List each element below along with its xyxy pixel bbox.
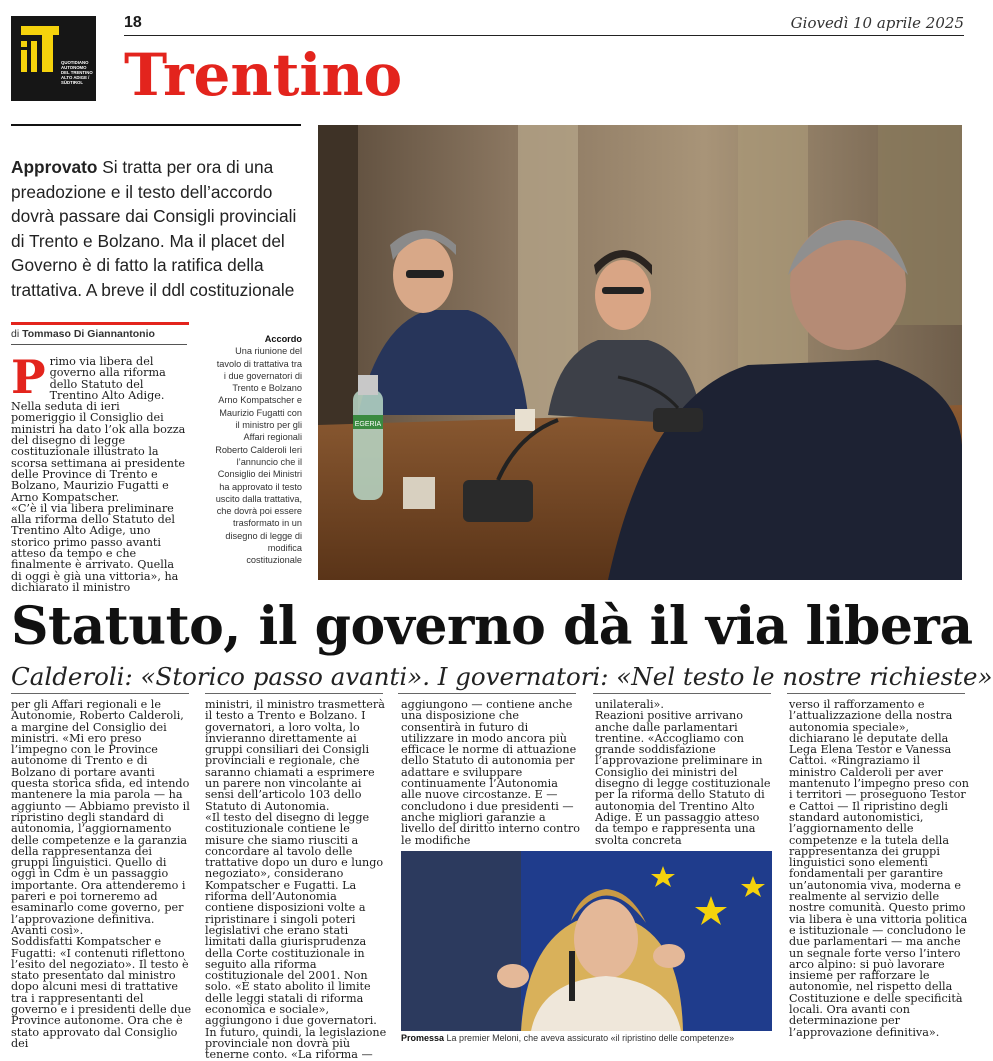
photo-caption-text: Una riunione del tavolo di trattativa tra i due governatori di Trento e Bolzano Arno Kompatscher e Maurizio Fugatti con il ministro per gli Affari regionali Roberto Calderoli Ieri l’annuncio che il Consiglio dei Ministri ha approvato il testo uscito dalla trattativa, che dovrà poi essere trasformato in un disegno di legge di modifica costituzionale <box>215 346 302 566</box>
meloni-photo-illustration <box>401 851 772 1031</box>
meeting-photo-illustration <box>318 125 962 580</box>
summary-box <box>11 155 311 302</box>
body-column-1-p1: per gli Affari regionali e le Autonomie, Roberto Calderoli, a margine del Consiglio dei ministri. «Mi ero preso l’impegno con le Province autonome di Trento e di Bolzano di portare avanti questa storica sfida, ed intendo mantenere la mia parola — ha aggiunto — Abbiamo previsto il ripristino degli standard di autonomia, l’aggiornamento delle competenze e la garanzia della rappresentanza dei gruppi linguistici. Quello di oggi in Cdm è un passaggio importante. Ora attenderemo i pareri e poi torneremo ad esaminarlo come governo, per l’approvazione definitiva. Avanti così». <box>11 698 190 937</box>
meloni-caption-title: Promessa <box>401 1033 445 1043</box>
summary-text: Si tratta per ora di una preadozione e il testo dell’accordo dovrà passare dai Consigli provinciali di Trento e Bolzano. Ma il placet del Governo è di fatto la ratifica della trattativa. A breve il ddl costituzionale <box>11 157 297 300</box>
section-title: Trentino <box>124 41 403 109</box>
body-column-2-p2: «Il testo del disegno di legge costituzionale contiene le misure che siamo riusciti a concordare al tavolo delle trattative dopo un duro e lungo negoziato», considerano Kompatscher e Fugatti. La riforma dell’Autonomia contiene disposizioni volte a ripristinare i singoli poteri legislativi che erano stati limitati dalla giurisprudenza della Corte costituzionale in seguito alla riforma costituzionale del 2001. Non solo. «È stato abolito il limite delle leggi statali di riforma economica e sociale», aggiungono i due governatori. In futuro, quindi, la legislazione provinciale non dovrà più tenerne conto. «La riforma — <box>205 810 387 1061</box>
lead-paragraph-1-text: rimo via libera del governo alla riforma dello Statuto del Trentino Alto Adige. Nella seduta di ieri pomeriggio il Consiglio dei ministri ha dato l’ok alla bozza del disegno di legge costituzionale illustrato la scorsa settimana ai presidente delle Province di Trento e Bolzano, Maurizio Fugatti e Arno Kompatscher. <box>11 355 186 504</box>
logo-mark-icon <box>19 24 61 74</box>
body-column-3 <box>401 699 581 845</box>
body-column-1-p2: Soddisfatti Kompatscher e Fugatti: «I contenuti riflettono l’esito del negoziato». Il testo è stato presentato dal ministro dopo alcuni mesi di trattative tra i rappresentanti del governo e i presidenti delle due Province autonome. Ora che è stato approvato dal Consiglio dei <box>11 935 192 1050</box>
column-rule-5 <box>787 693 965 694</box>
byline-accent-rule <box>11 322 189 325</box>
byline-author: Tommaso Di Giannantonio <box>22 328 155 340</box>
logo-subtitle: QUOTIDIANO AUTONOMO DEL TRENTINO ALTO ADIGE / SÜDTIROL <box>61 60 93 85</box>
column-rule-2 <box>205 693 383 694</box>
byline <box>11 328 155 340</box>
column-rule-4 <box>593 693 771 694</box>
summary-rule <box>11 124 301 126</box>
body-column-2-p1: ministri, il ministro trasmetterà il testo a Trento e Bolzano. I governatori, a loro volta, lo invieranno direttamente ai gruppi consiliari dei Consigli provinciali e regionale, che saranno chiamati a esprimere un parere non vincolante ai sensi dell’articolo 103 dello Statuto di Autonomia. <box>205 698 385 813</box>
page-number: 18 <box>124 14 142 31</box>
body-column-1 <box>11 698 193 1050</box>
photo-caption <box>213 333 302 567</box>
body-column-5 <box>789 699 969 1045</box>
lead-paragraph-2: «C’è il via libera preliminare alla riforma dello Statuto del Trentino Alto Adige, uno storico primo passo avanti atteso da tempo e che finalmente è arrivato. Quella di oggi è già una vittoria», ha dichiarato il ministro <box>11 501 179 594</box>
bottle-label: EGERIA <box>354 421 382 428</box>
lead-column <box>11 350 187 594</box>
body-column-4-p1: unilaterali». <box>595 698 664 711</box>
lead-paragraph-1 <box>11 350 187 504</box>
column-rule-3 <box>398 693 576 694</box>
meloni-photo <box>401 851 772 1031</box>
byline-rule <box>11 344 187 345</box>
body-column-4-p2: Reazioni positive arrivano anche dalle parlamentari trentine. «Accogliamo con grande soddisfazione l’approvazione preliminare in Consiglio dei ministri del disegno di legge costituzionale per la riforma dello Statuto di autonomia del Trentino Alto Adige. È un passaggio atteso da tempo e rappresenta una svolta concreta <box>595 709 771 847</box>
meloni-photo-caption <box>401 1033 773 1043</box>
issue-date: Giovedì 10 aprile 2025 <box>790 14 964 32</box>
body-column-5-p1: verso il rafforzamento e l’attualizzazione della nostra autonomia speciale», dichiarano le deputate della Lega Elena Testor e Vanessa Cattoi. «Ringraziamo il ministro Calderoli per aver mantenuto l’impegno preso con i territori — proseguono Testor e Cattoi — Il ripristino degli standard autonomistici, l’aggiornamento delle competenze e la tutela della rappresentanza dei gruppi linguistici sono elementi fondamentali per garantire un’autonomia viva, moderna e realmente al servizio delle nostre comunità. Questo primo via libera è una vittoria politica e istituzionale — concludono le due parlamentari — ma anche un segnale forte verso l’intero arco alpino: si può lavorare insieme per rafforzare le autonomie, nel rispetto della Costituzione e delle specificità locali. Ora avanti con determinazione per l’approvazione definitiva». <box>789 698 969 1039</box>
column-rule-1 <box>11 693 189 694</box>
body-column-4 <box>595 699 775 845</box>
newspaper-logo <box>11 16 96 101</box>
photo-caption-title: Accordo <box>264 334 302 344</box>
meloni-caption-text: La premier Meloni, che aveva assicurato «il ripristino delle competenze» <box>446 1033 735 1043</box>
deck: Calderoli: «Storico passo avanti». I governatori: «Nel testo le nostre richieste» <box>11 662 993 691</box>
header-rule <box>124 35 964 36</box>
headline: Statuto, il governo dà il via libera <box>11 596 973 657</box>
body-column-3-p1: aggiungono — contiene anche una disposizione che consentirà in futuro di utilizzare in modo ancora più efficace le norme di attuazione dello Statuto di autonomia per adattare e sviluppare continuamente l’Autonomia alle nuove circostanze. E — concludono i due presidenti — anche migliori garanzie a livello del diritto interno contro le modifiche <box>401 698 580 847</box>
dropcap: P <box>11 350 46 404</box>
body-column-2 <box>205 698 387 1061</box>
summary-kicker: Approvato <box>11 157 98 177</box>
byline-prefix: di <box>11 328 20 340</box>
meeting-photo <box>318 125 962 580</box>
